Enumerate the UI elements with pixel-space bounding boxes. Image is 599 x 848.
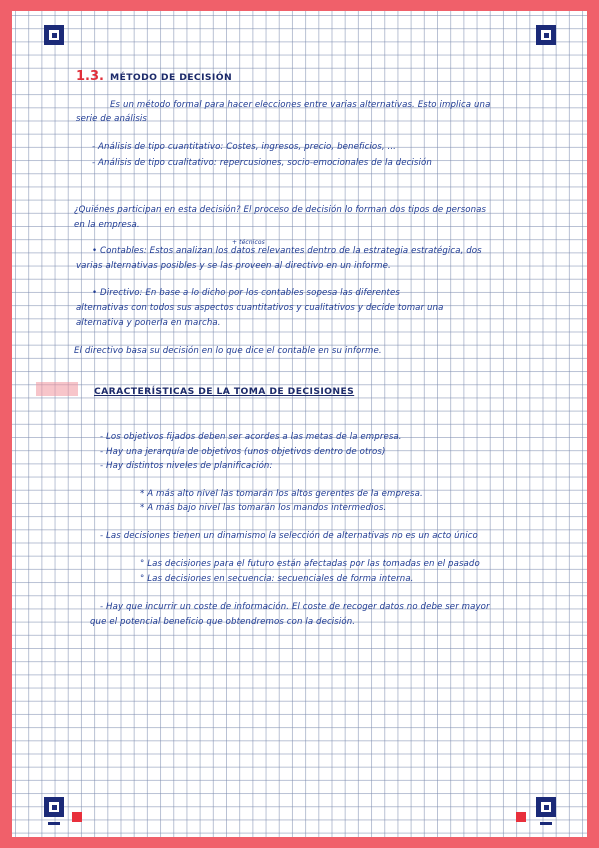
intro-line-1: Es un método formal para hacer elecciones entre varias alternativas. Esto implica una — [110, 100, 491, 110]
directivo-line-1: • Directivo: En base a lo dicho por los contables sopesa las diferentes — [92, 288, 400, 298]
directivo-line-2: alternativas con todos sus aspectos cuantitativos y cualitativos y decide tomar una — [76, 303, 444, 313]
grid-paper — [12, 11, 587, 837]
contables-line-1: • Contables: Estos analizan los datos relevantes dentro de la estrategia estratégica, dos — [92, 246, 482, 256]
closing-line: El directivo basa su decisión en lo que dice el contable en su informe. — [74, 346, 382, 356]
level-high: * A más alto nivel las tomarán los altos gerentes de la empresa. — [140, 489, 423, 499]
characteristic-5-line-2: que el potencial beneficio que obtendremos con la decisión. — [90, 617, 356, 627]
red-square-bottom-right — [516, 812, 526, 822]
level-low: * A más bajo nivel las tomarán los mandos intermedios. — [140, 503, 387, 513]
corner-marker-bottom-right — [536, 797, 556, 817]
question-line-1: ¿Quiénes participan en esta decisión? El proceso de decisión lo forman dos tipos de personas — [74, 205, 487, 215]
corner-marker-top-left — [44, 25, 64, 45]
marker-bar-bottom-right — [540, 822, 552, 825]
corner-marker-top-right — [536, 25, 556, 45]
question-line-2: en la empresa. — [74, 220, 140, 230]
contables-annotation: + técnicos — [232, 239, 265, 246]
marker-bar-bottom-left — [48, 822, 60, 825]
directivo-line-3: alternativa y ponerla en marcha. — [76, 318, 221, 328]
highlight-mark — [36, 382, 78, 396]
characteristic-2: - Hay una jerarquía de objetivos (unos objetivos dentro de otros) — [100, 447, 386, 457]
characteristic-4: - Las decisiones tienen un dinamismo la selección de alternativas no es un acto único — [100, 531, 478, 541]
decisions-future: ° Las decisiones para el futuro están afectadas por las tomadas en el pasado — [140, 559, 480, 569]
characteristic-5-line-1: - Hay que incurrir un coste de información. El coste de recoger datos no debe ser mayor — [100, 602, 490, 612]
analysis-quantitative: - Análisis de tipo cuantitativo: Costes, ingresos, precio, beneficios, ... — [92, 142, 396, 152]
contables-line-2: varias alternativas posibles y se las proveen al directivo en un informe. — [76, 261, 391, 271]
red-square-bottom-left — [72, 812, 82, 822]
intro-line-2: serie de análisis — [76, 114, 147, 124]
characteristic-1: - Los objetivos fijados deben ser acordes a las metas de la empresa. — [100, 432, 402, 442]
section-number: 1.3. — [76, 69, 104, 84]
section-title: MÉTODO DE DECISIÓN — [110, 72, 233, 83]
decisions-sequence: ° Las decisiones en secuencia: secuenciales de forma interna. — [140, 574, 414, 584]
analysis-qualitative: - Análisis de tipo cualitativo: repercusiones, socio-emocionales de la decisión — [92, 158, 432, 168]
corner-marker-bottom-left — [44, 797, 64, 817]
characteristic-3: - Hay distintos niveles de planificación: — [100, 461, 273, 471]
section2-title: CARACTERÍSTICAS DE LA TOMA DE DECISIONES — [94, 386, 355, 397]
